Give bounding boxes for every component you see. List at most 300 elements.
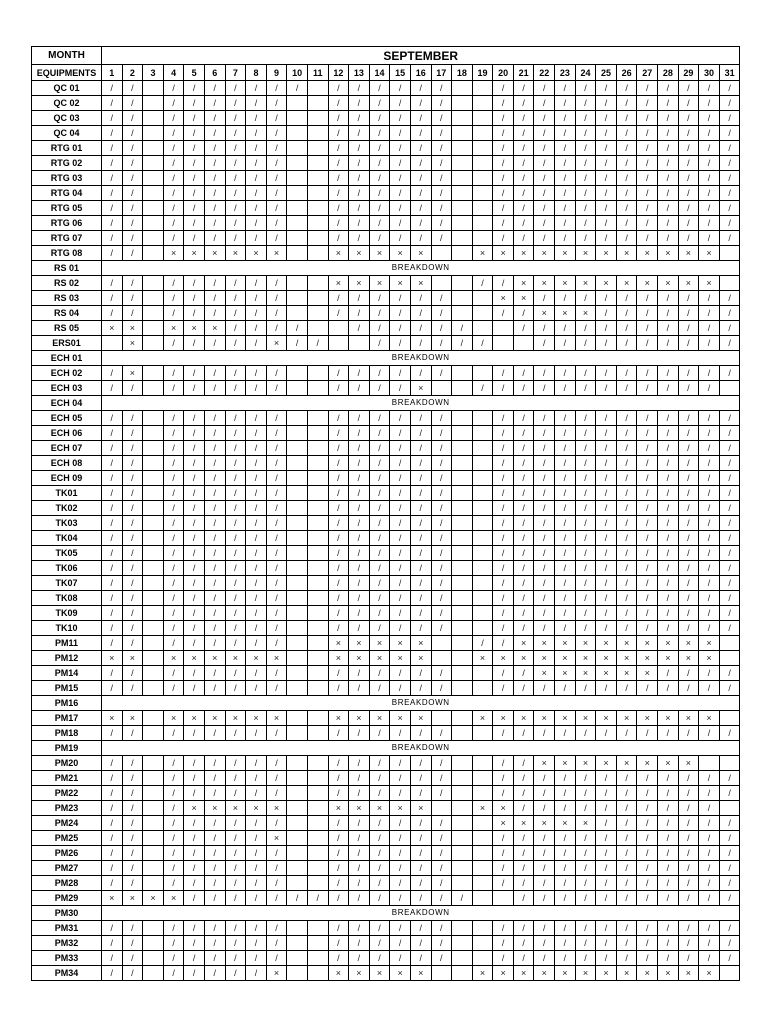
status-working: / xyxy=(555,336,576,351)
status-working: / xyxy=(575,846,596,861)
status-working: / xyxy=(184,231,205,246)
status-working: / xyxy=(266,171,287,186)
status-empty xyxy=(287,471,308,486)
status-working: / xyxy=(307,891,328,906)
status-empty xyxy=(287,291,308,306)
status-not-working: × xyxy=(163,651,184,666)
status-working: / xyxy=(493,546,514,561)
status-working: / xyxy=(328,366,349,381)
status-working: / xyxy=(513,591,534,606)
status-empty xyxy=(307,306,328,321)
status-empty xyxy=(143,576,164,591)
status-empty xyxy=(452,726,473,741)
status-working: / xyxy=(122,291,143,306)
status-working: / xyxy=(596,186,617,201)
status-working: / xyxy=(369,516,390,531)
status-empty xyxy=(307,756,328,771)
status-empty xyxy=(287,186,308,201)
status-empty xyxy=(143,201,164,216)
status-working: / xyxy=(122,246,143,261)
status-working: / xyxy=(204,441,225,456)
status-working: / xyxy=(266,501,287,516)
equipment-name: TK06 xyxy=(32,561,102,576)
status-working: / xyxy=(513,891,534,906)
status-empty xyxy=(287,921,308,936)
table-row xyxy=(32,591,740,606)
status-working: / xyxy=(678,111,699,126)
status-working: / xyxy=(102,276,123,291)
status-empty xyxy=(287,876,308,891)
status-working: / xyxy=(616,561,637,576)
status-working: / xyxy=(184,606,205,621)
attendance-table xyxy=(31,46,740,981)
status-working: / xyxy=(658,681,679,696)
status-working: / xyxy=(390,156,411,171)
status-working: / xyxy=(410,291,431,306)
status-not-working: × xyxy=(493,246,514,261)
status-working: / xyxy=(266,666,287,681)
day-header: 21 xyxy=(513,65,534,81)
status-working: / xyxy=(555,201,576,216)
status-working: / xyxy=(534,381,555,396)
status-working: / xyxy=(122,606,143,621)
status-not-working: × xyxy=(616,651,637,666)
status-working: / xyxy=(204,126,225,141)
status-working: / xyxy=(637,876,658,891)
status-working: / xyxy=(493,276,514,291)
status-empty xyxy=(307,441,328,456)
day-header: 18 xyxy=(452,65,473,81)
status-working: / xyxy=(184,636,205,651)
status-working: / xyxy=(349,786,370,801)
status-working: / xyxy=(204,186,225,201)
status-empty xyxy=(143,486,164,501)
status-working: / xyxy=(122,951,143,966)
status-working: / xyxy=(575,861,596,876)
status-working: / xyxy=(328,606,349,621)
status-working: / xyxy=(328,306,349,321)
status-working: / xyxy=(575,411,596,426)
status-working: / xyxy=(369,471,390,486)
status-working: / xyxy=(369,321,390,336)
status-working: / xyxy=(246,636,267,651)
status-working: / xyxy=(493,111,514,126)
status-working: / xyxy=(204,546,225,561)
status-working: / xyxy=(246,891,267,906)
status-working: / xyxy=(555,96,576,111)
day-header: 8 xyxy=(246,65,267,81)
status-working: / xyxy=(637,171,658,186)
status-working: / xyxy=(575,186,596,201)
status-empty xyxy=(307,156,328,171)
status-working: / xyxy=(102,381,123,396)
status-working: / xyxy=(349,606,370,621)
status-working: / xyxy=(493,306,514,321)
equipment-name: TK03 xyxy=(32,516,102,531)
table-row xyxy=(32,411,740,426)
status-working: / xyxy=(225,636,246,651)
status-empty xyxy=(431,636,452,651)
status-working: / xyxy=(575,321,596,336)
status-working: / xyxy=(369,591,390,606)
status-empty xyxy=(472,771,493,786)
status-working: / xyxy=(719,606,740,621)
status-working: / xyxy=(266,216,287,231)
status-not-working: × xyxy=(555,246,576,261)
status-working: / xyxy=(637,546,658,561)
status-not-working: × xyxy=(678,756,699,771)
status-not-working: × xyxy=(596,636,617,651)
status-working: / xyxy=(534,576,555,591)
status-working: / xyxy=(678,621,699,636)
status-working: / xyxy=(266,381,287,396)
breakdown-label: BREAKDOWN xyxy=(102,261,740,276)
status-empty xyxy=(143,561,164,576)
equipment-name: ECH 09 xyxy=(32,471,102,486)
status-not-working: × xyxy=(555,966,576,981)
status-empty xyxy=(287,771,308,786)
status-empty xyxy=(307,231,328,246)
status-working: / xyxy=(678,591,699,606)
status-working: / xyxy=(596,486,617,501)
status-not-working: × xyxy=(513,711,534,726)
status-working: / xyxy=(513,321,534,336)
status-working: / xyxy=(266,81,287,96)
status-working: / xyxy=(493,96,514,111)
status-working: / xyxy=(493,441,514,456)
status-working: / xyxy=(225,891,246,906)
status-working: / xyxy=(184,891,205,906)
status-working: / xyxy=(493,726,514,741)
status-working: / xyxy=(225,156,246,171)
status-working: / xyxy=(122,921,143,936)
status-working: / xyxy=(431,726,452,741)
status-working: / xyxy=(596,426,617,441)
status-working: / xyxy=(575,516,596,531)
status-working: / xyxy=(328,201,349,216)
status-working: / xyxy=(637,126,658,141)
status-working: / xyxy=(246,681,267,696)
status-working: / xyxy=(184,81,205,96)
status-working: / xyxy=(658,321,679,336)
status-working: / xyxy=(616,831,637,846)
status-working: / xyxy=(204,951,225,966)
status-not-working: × xyxy=(349,651,370,666)
status-working: / xyxy=(637,186,658,201)
status-working: / xyxy=(102,561,123,576)
status-working: / xyxy=(555,606,576,621)
status-working: / xyxy=(637,861,658,876)
status-working: / xyxy=(719,936,740,951)
status-working: / xyxy=(246,441,267,456)
status-empty xyxy=(452,201,473,216)
status-empty xyxy=(452,96,473,111)
status-working: / xyxy=(349,516,370,531)
equipment-name: RTG 06 xyxy=(32,216,102,231)
status-empty xyxy=(307,111,328,126)
status-working: / xyxy=(616,231,637,246)
status-working: / xyxy=(410,306,431,321)
status-empty xyxy=(452,441,473,456)
status-working: / xyxy=(266,726,287,741)
status-working: / xyxy=(616,801,637,816)
status-working: / xyxy=(246,531,267,546)
status-working: / xyxy=(266,681,287,696)
status-empty xyxy=(287,651,308,666)
status-working: / xyxy=(102,96,123,111)
status-not-working: × xyxy=(369,651,390,666)
status-empty xyxy=(472,861,493,876)
status-not-working: × xyxy=(678,276,699,291)
status-working: / xyxy=(431,546,452,561)
status-working: / xyxy=(328,96,349,111)
status-working: / xyxy=(575,336,596,351)
status-working: / xyxy=(678,171,699,186)
table-row xyxy=(32,561,740,576)
status-working: / xyxy=(328,561,349,576)
status-working: / xyxy=(349,171,370,186)
status-empty xyxy=(452,156,473,171)
status-empty xyxy=(452,186,473,201)
status-not-working: × xyxy=(328,966,349,981)
day-header: 4 xyxy=(163,65,184,81)
status-not-working: × xyxy=(246,246,267,261)
status-working: / xyxy=(122,816,143,831)
status-working: / xyxy=(390,321,411,336)
status-working: / xyxy=(658,666,679,681)
status-working: / xyxy=(431,951,452,966)
status-empty xyxy=(287,366,308,381)
status-empty xyxy=(143,876,164,891)
table-row xyxy=(32,966,740,981)
status-working: / xyxy=(699,831,720,846)
status-working: / xyxy=(246,561,267,576)
equipment-name: TK09 xyxy=(32,606,102,621)
status-working: / xyxy=(678,486,699,501)
status-working: / xyxy=(493,621,514,636)
status-empty xyxy=(452,711,473,726)
equipment-name: PM27 xyxy=(32,861,102,876)
status-working: / xyxy=(246,771,267,786)
status-working: / xyxy=(225,501,246,516)
status-working: / xyxy=(122,966,143,981)
status-working: / xyxy=(225,366,246,381)
status-working: / xyxy=(658,186,679,201)
status-working: / xyxy=(431,411,452,426)
status-working: / xyxy=(102,426,123,441)
equipment-name: PM25 xyxy=(32,831,102,846)
status-working: / xyxy=(555,321,576,336)
equipment-name: TK08 xyxy=(32,591,102,606)
status-working: / xyxy=(431,471,452,486)
status-working: / xyxy=(287,321,308,336)
status-working: / xyxy=(246,726,267,741)
status-working: / xyxy=(637,216,658,231)
status-working: / xyxy=(493,756,514,771)
status-working: / xyxy=(266,816,287,831)
table-row xyxy=(32,351,740,366)
status-empty xyxy=(307,141,328,156)
status-empty xyxy=(287,411,308,426)
status-working: / xyxy=(369,96,390,111)
table-row xyxy=(32,171,740,186)
status-working: / xyxy=(637,411,658,426)
status-empty xyxy=(143,216,164,231)
status-working: / xyxy=(699,486,720,501)
equipment-name: ECH 05 xyxy=(32,411,102,426)
status-working: / xyxy=(390,471,411,486)
status-working: / xyxy=(678,516,699,531)
status-working: / xyxy=(225,666,246,681)
status-working: / xyxy=(431,516,452,531)
status-working: / xyxy=(390,921,411,936)
status-not-working: × xyxy=(266,966,287,981)
day-header: 25 xyxy=(596,65,617,81)
status-empty xyxy=(287,831,308,846)
status-working: / xyxy=(431,531,452,546)
status-not-working: × xyxy=(575,246,596,261)
status-working: / xyxy=(410,201,431,216)
table-row xyxy=(32,201,740,216)
status-working: / xyxy=(493,876,514,891)
status-working: / xyxy=(493,471,514,486)
day-header: 29 xyxy=(678,65,699,81)
status-empty xyxy=(143,726,164,741)
status-working: / xyxy=(431,486,452,501)
status-working: / xyxy=(575,291,596,306)
status-working: / xyxy=(616,876,637,891)
status-working: / xyxy=(493,681,514,696)
status-empty xyxy=(328,321,349,336)
status-working: / xyxy=(431,756,452,771)
status-working: / xyxy=(596,141,617,156)
equipment-name: PM34 xyxy=(32,966,102,981)
status-working: / xyxy=(431,366,452,381)
status-working: / xyxy=(555,861,576,876)
status-working: / xyxy=(616,201,637,216)
status-working: / xyxy=(616,381,637,396)
status-working: / xyxy=(204,486,225,501)
status-not-working: × xyxy=(122,321,143,336)
status-working: / xyxy=(369,306,390,321)
status-working: / xyxy=(534,621,555,636)
status-working: / xyxy=(102,501,123,516)
status-not-working: × xyxy=(328,711,349,726)
status-empty xyxy=(719,756,740,771)
equipment-name: QC 03 xyxy=(32,111,102,126)
status-not-working: × xyxy=(699,651,720,666)
status-working: / xyxy=(575,171,596,186)
status-working: / xyxy=(410,561,431,576)
status-empty xyxy=(143,651,164,666)
status-empty xyxy=(143,606,164,621)
status-empty xyxy=(143,96,164,111)
status-working: / xyxy=(246,756,267,771)
status-working: / xyxy=(658,96,679,111)
status-working: / xyxy=(699,411,720,426)
status-working: / xyxy=(431,816,452,831)
status-empty xyxy=(719,636,740,651)
status-working: / xyxy=(678,666,699,681)
status-working: / xyxy=(596,591,617,606)
status-working: / xyxy=(431,201,452,216)
status-working: / xyxy=(699,951,720,966)
status-empty xyxy=(493,336,514,351)
status-working: / xyxy=(410,771,431,786)
status-working: / xyxy=(678,81,699,96)
status-working: / xyxy=(204,156,225,171)
status-empty xyxy=(143,801,164,816)
table-row xyxy=(32,816,740,831)
equipment-name: PM19 xyxy=(32,741,102,756)
status-working: / xyxy=(555,426,576,441)
status-working: / xyxy=(163,876,184,891)
status-working: / xyxy=(204,81,225,96)
status-working: / xyxy=(719,486,740,501)
status-empty xyxy=(431,711,452,726)
status-working: / xyxy=(616,681,637,696)
status-working: / xyxy=(678,306,699,321)
status-working: / xyxy=(575,471,596,486)
status-working: / xyxy=(513,81,534,96)
table-row xyxy=(32,81,740,96)
status-working: / xyxy=(369,771,390,786)
table-row xyxy=(32,96,740,111)
status-working: / xyxy=(349,576,370,591)
status-empty xyxy=(452,681,473,696)
status-working: / xyxy=(390,81,411,96)
status-empty xyxy=(143,921,164,936)
status-working: / xyxy=(658,531,679,546)
status-empty xyxy=(452,831,473,846)
status-empty xyxy=(307,831,328,846)
status-working: / xyxy=(184,846,205,861)
status-working: / xyxy=(616,441,637,456)
status-working: / xyxy=(349,501,370,516)
status-not-working: × xyxy=(390,246,411,261)
status-empty xyxy=(452,246,473,261)
status-empty xyxy=(307,201,328,216)
status-empty xyxy=(472,486,493,501)
status-working: / xyxy=(658,141,679,156)
status-working: / xyxy=(349,111,370,126)
status-working: / xyxy=(658,921,679,936)
status-working: / xyxy=(719,681,740,696)
status-working: / xyxy=(266,141,287,156)
status-working: / xyxy=(699,561,720,576)
status-working: / xyxy=(122,426,143,441)
status-working: / xyxy=(328,141,349,156)
status-empty xyxy=(143,276,164,291)
status-empty xyxy=(287,801,308,816)
table-row xyxy=(32,366,740,381)
status-working: / xyxy=(678,936,699,951)
status-working: / xyxy=(699,606,720,621)
status-working: / xyxy=(225,756,246,771)
status-empty xyxy=(143,231,164,246)
status-working: / xyxy=(534,591,555,606)
status-empty xyxy=(307,366,328,381)
status-working: / xyxy=(122,201,143,216)
status-not-working: × xyxy=(575,666,596,681)
status-working: / xyxy=(266,546,287,561)
status-working: / xyxy=(699,426,720,441)
status-empty xyxy=(431,381,452,396)
status-working: / xyxy=(328,666,349,681)
status-empty xyxy=(287,486,308,501)
status-working: / xyxy=(163,171,184,186)
status-working: / xyxy=(369,621,390,636)
